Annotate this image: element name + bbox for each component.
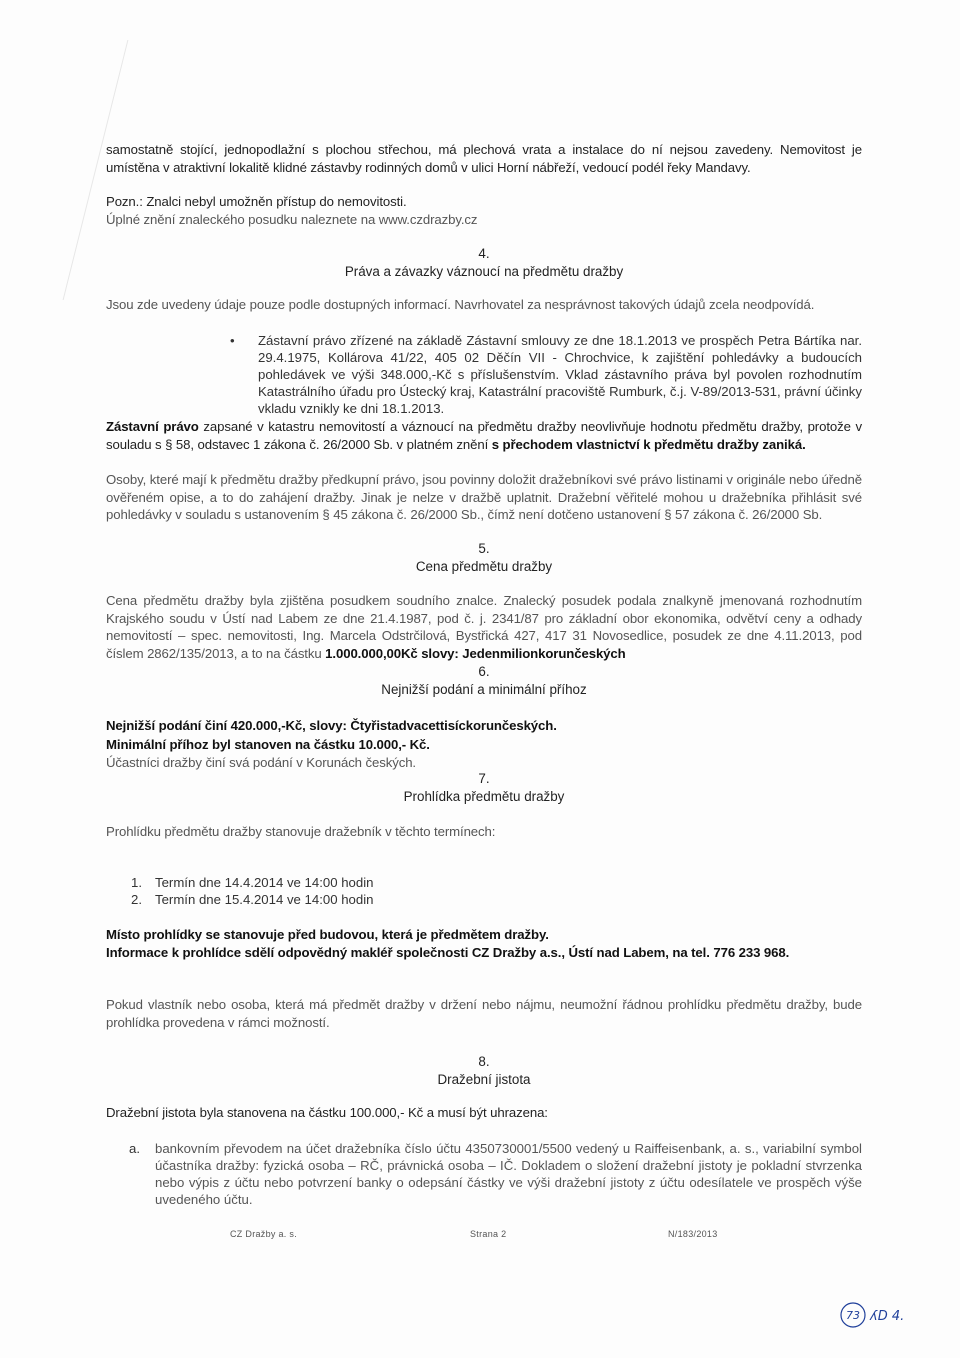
section-5-heading — [106, 540, 862, 576]
section-4-title: Práva a závazky váznoucí na předmětu dražby — [344, 264, 624, 279]
option-a-text: bankovním převodem na účet dražebníka číslo účtu 4350730001/5500 vedený u Raiffeisenbank, a. s., variabilní symbol účastníka dražby: fyzická osoba – RČ, právnická osoba – IČ. Dokladem o složení dražební jistoty je pokladní stvrzenka nebo výpis z účtu nebo potvrzení banky o odepsání částky ve výši dražební jistoty z účtu odesílatele ve prospěch výše uvedeného účtu. — [155, 1141, 862, 1207]
inspection-term-1 — [131, 874, 755, 891]
section-7-title: Prohlídka předmětu dražby — [403, 789, 565, 804]
section-4-lien-paragraph — [106, 418, 862, 453]
currency-note-text: Účastníci dražby činí svá podání v Korunách českých. — [106, 755, 416, 770]
inspection-fallback-text: Pokud vlastník nebo osoba, která má předmět dražby v držení nebo nájmu, neumožní řádnou prohlídku předmětu dražby, bude prohlídka provedena v rámci možností. — [106, 997, 862, 1030]
section-6-number: 6. — [478, 664, 490, 679]
note-access — [106, 193, 862, 211]
lien-bullet — [230, 332, 862, 417]
section-6-heading — [106, 663, 862, 699]
section-7-number: 7. — [478, 771, 490, 786]
lien-bullet-text: Zástavní právo zřízené na základě Zástavní smlouvy ze dne 18.1.2013 ve prospěch Petra Bártíka nar. 29.4.1975, Kollárova 41/22, 405 02 Děčín VII - Chrochvice, k zajištění pohledávky a budoucích pohledávek ve výši 348.000,-Kč s příslušenstvím. Vklad zástavního práva byl povolen rozhodnutím Katastrálního úřadu pro Ústecký kraj, Katastrální pracoviště Rumburk, č.j. V-89/2013-531, právní účinky vkladu vznikly ke dni 18.1.2013. — [258, 333, 862, 416]
term-1-text: Termín dne 14.4.2014 ve 14:00 hodin — [155, 875, 374, 890]
section-8-title: Dražební jistota — [437, 1072, 531, 1087]
note-access-text: Pozn.: Znalci nebyl umožněn přístup do nemovitosti. — [106, 194, 407, 209]
section-5-paragraph — [106, 592, 862, 662]
option-a-marker: a. — [129, 1141, 140, 1156]
inspection-term-2 — [131, 891, 755, 908]
inspection-info-text: Informace k prohlídce sdělí odpovědný makléř společnosti CZ Dražby a.s., Ústí nad Labem, na tel. 776 233 968. — [106, 945, 790, 960]
section-5-number: 5. — [478, 541, 490, 556]
section-6-title: Nejnižší podání a minimální příhoz — [381, 682, 587, 697]
note-full-text-link: Úplné znění znaleckého posudku naleznete na www.czdrazby.cz — [106, 212, 478, 227]
lowest-bid — [106, 717, 862, 735]
footer-company: CZ Dražby a. s. — [230, 1229, 298, 1239]
intro-text: samostatně stojící, jednopodlažní s plochou střechou, má plechová vrata a instalace do ní nejsou zavedeny. Nemovitost je umístěna v atraktivní lokalitě klidné zástavby rodinných domů v ulici Horní nábřeží, vedoucí podél řeky Mandavy. — [106, 142, 862, 175]
minimum-increment — [106, 736, 862, 754]
term-2-text: Termín dne 15.4.2014 ve 14:00 hodin — [155, 892, 374, 907]
deposit-intro — [106, 1104, 862, 1122]
preemption-text: Osoby, které mají k předmětu dražby předkupní právo, jsou povinny doložit dražebníkovi své právo listinami v originále nebo úředně ověřeném opise, a to do zahájení dražby. Jinak je nelze v dražbě uplatnit. Dražební věřitelé mohou u dražebníka přihlásit své pohledávky v souladu s ustanovením § 45 zákona č. 26/2000 Sb., čímž není dotčeno ustanovení § 57 zákona č. 26/2000 Sb. — [106, 472, 862, 522]
section-4-heading — [106, 245, 862, 281]
bullet-icon: • — [230, 333, 235, 348]
svg-text:73: 73 — [846, 1309, 860, 1322]
handwritten-page-stamp — [838, 1300, 928, 1330]
deposit-intro-text: Dražební jistota byla stanovena na částku 100.000,- Kč a musí být uhrazena: — [106, 1105, 548, 1120]
inspection-intro — [106, 823, 862, 841]
minimum-increment-text: Minimální příhoz byl stanoven na částku 10.000,- Kč. — [106, 737, 430, 752]
footer-reference: N/183/2013 — [668, 1229, 718, 1239]
term-2-marker: 2. — [131, 892, 142, 907]
section-8-heading — [106, 1053, 862, 1089]
note-full-text — [106, 211, 862, 229]
deposit-option-a — [129, 1140, 862, 1208]
inspection-info — [106, 944, 862, 962]
valuation-text: Cena předmětu dražby byla zjištěna posudkem soudního znalce. Znalecký posudek podala znalkyně jmenovaná rozhodnutím Krajského soudu v Ústí nad Labem ze dne 21.4.1987, pod č. j. 2341/87 pro základní obor ekonomika, odvětví ceny a odhady nemovitostí – spec. nemovitosti, Ing. Marcela Odstrčilová, Bystřická 427, 417 31 Novosedlice, posudek ze dne 4.11.2013, pod číslem 2862/135/2013, a to na částku — [106, 593, 862, 661]
section-4-number: 4. — [478, 246, 490, 261]
section-4-preemption-paragraph — [106, 471, 862, 524]
intro-paragraph — [106, 141, 862, 176]
section-8-number: 8. — [478, 1054, 490, 1069]
lowest-bid-text: Nejnižší podání činí 420.000,-Kč, slovy: Čtyřistadvacettisíckorunčeských. — [106, 718, 557, 733]
section-5-title: Cena předmětu dražby — [415, 559, 553, 574]
section-4-intro-text: Jsou zde uvedeny údaje pouze podle dostupných informací. Navrhovatel za nesprávnost takových údajů zcela neodpovídá. — [106, 297, 815, 312]
lien-explanation: zapsané v katastru nemovitostí a váznoucí na předmětu dražby neovlivňuje hodnotu předmětu dražby, protože v souladu s § 58, odstavec 1 zákona č. 26/2000 Sb. v platném znění — [106, 419, 862, 452]
footer-page-number: Strana 2 — [470, 1229, 507, 1239]
inspection-place-text: Místo prohlídky se stanovuje před budovou, která je předmětem dražby. — [106, 927, 549, 942]
lien-extinction: s přechodem vlastnictví k předmětu dražby zaniká. — [491, 436, 806, 452]
inspection-fallback — [106, 996, 862, 1031]
term-1-marker: 1. — [131, 875, 142, 890]
price-value: 1.000.000,00Kč slovy: Jedenmilionkorunčeských — [325, 645, 626, 661]
section-4-intro — [106, 296, 862, 314]
section-7-heading — [106, 770, 862, 806]
lien-label: Zástavní právo — [106, 419, 199, 434]
inspection-intro-text: Prohlídku předmětu dražby stanovuje dražebník v těchto termínech: — [106, 824, 496, 839]
svg-text:ʎD 4.: ʎD 4. — [870, 1309, 905, 1324]
currency-note — [106, 754, 862, 772]
inspection-place — [106, 926, 862, 944]
